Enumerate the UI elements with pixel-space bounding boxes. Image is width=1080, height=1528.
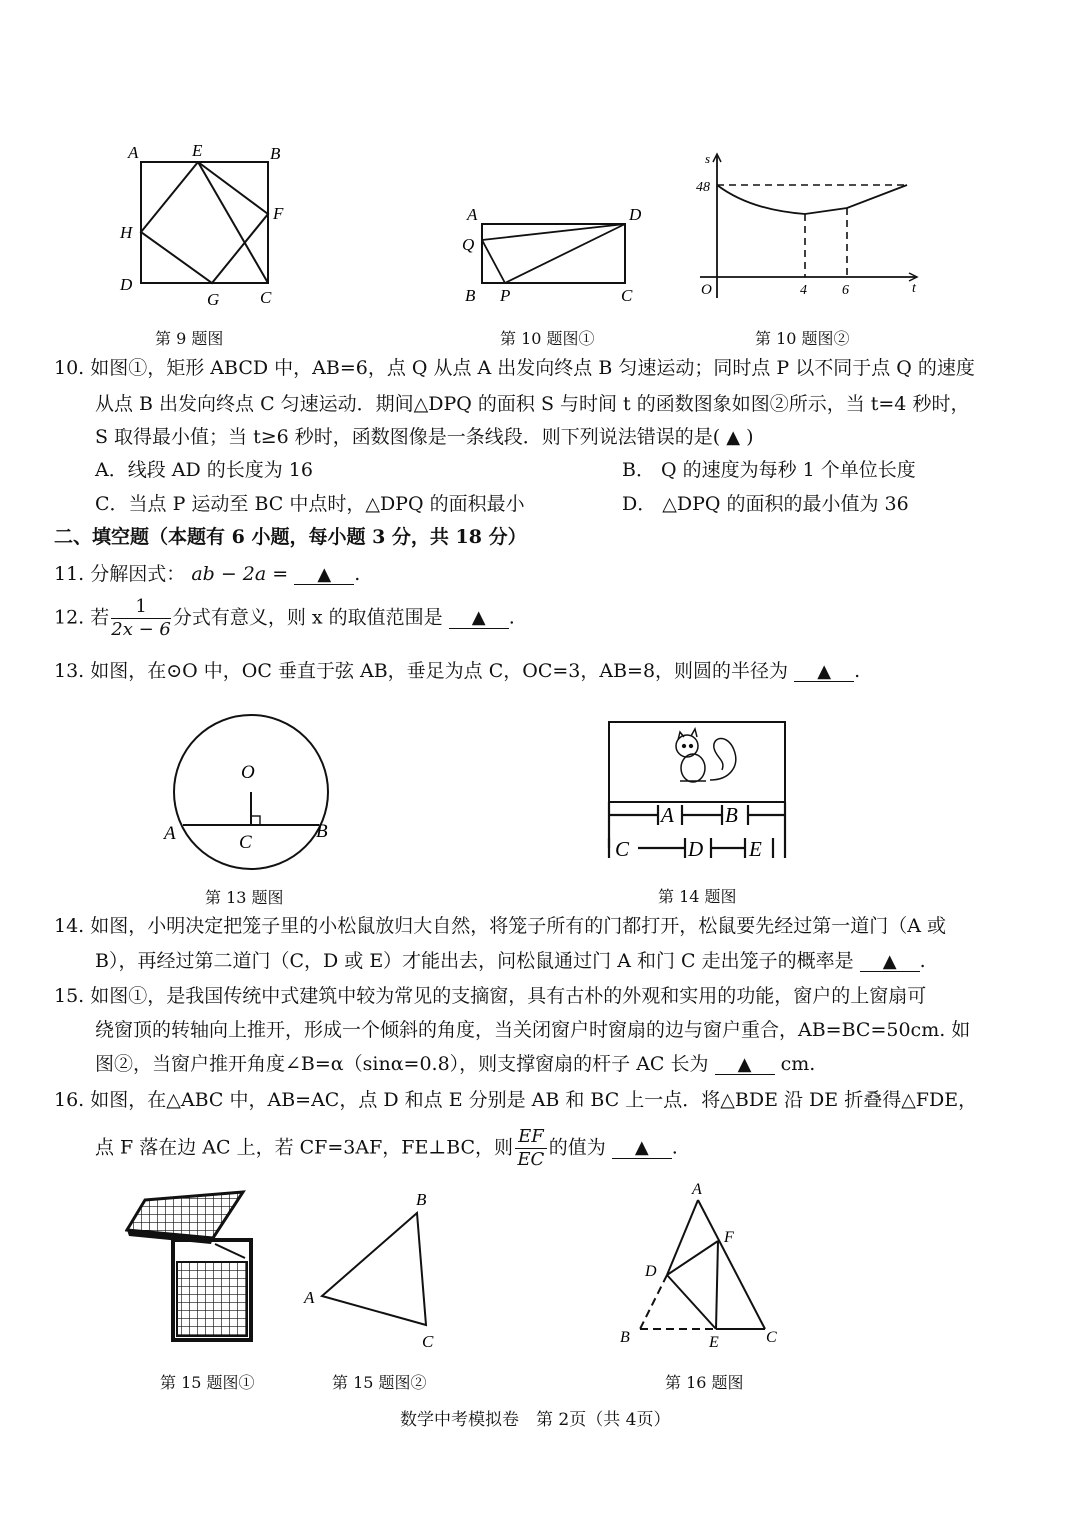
fig9-label-B: B: [270, 144, 281, 163]
fig10b-label-6: 6: [842, 283, 849, 298]
fig9-label-A: A: [128, 143, 139, 162]
q10-option-d: D． △DPQ 的面积的最小值为 36: [622, 493, 909, 515]
q11-blank: ▲: [294, 565, 354, 585]
fig9-label-F: F: [273, 204, 284, 223]
fig16-label-D: D: [645, 1263, 657, 1280]
figure-16: [610, 1180, 790, 1350]
caption-fig10a: 第 10 题图①: [500, 329, 595, 348]
fig10b-label-48: 48: [696, 180, 710, 195]
fig9-label-D: D: [120, 275, 133, 294]
q10-option-c: C．当点 P 运动至 BC 中点时，△DPQ 的面积最小: [95, 493, 525, 515]
fig15-label-B: B: [416, 1190, 427, 1209]
fig16-label-E: E: [709, 1334, 719, 1350]
figure-15-1: [125, 1190, 265, 1350]
figure-14: [600, 718, 795, 863]
caption-fig15a: 第 15 题图①: [160, 1373, 255, 1392]
q16-fraction: $\frac{EF}{EC}$: [515, 1126, 547, 1170]
fig10b-label-t: t: [912, 281, 916, 296]
fig10a-label-C: C: [621, 286, 633, 305]
fig14-gate-E: E: [749, 837, 762, 861]
q16-blank: ▲: [612, 1137, 672, 1159]
fig10b-label-4: 4: [800, 283, 807, 298]
fig10a-label-A: A: [467, 205, 478, 224]
fig9-label-H: H: [120, 223, 133, 242]
fig10b-label-o: O: [701, 282, 712, 298]
q10-line2: 从点 B 出发向终点 C 匀速运动．期间△DPQ 的面积 S 与时间 t 的函数图象如图②所示，当 t=4 秒时，: [95, 393, 970, 415]
fig9-label-C: C: [260, 288, 272, 307]
fig15-label-C: C: [422, 1332, 434, 1351]
fig16-label-A: A: [692, 1181, 702, 1198]
q10-answer-mark: ▲: [726, 427, 741, 448]
fig14-gate-D: D: [688, 837, 704, 861]
q10-option-a: A．线段 AD 的长度为 16: [95, 459, 313, 481]
fig14-gate-A: A: [661, 803, 674, 827]
squirrel-icon: [676, 729, 736, 782]
figure-13: [155, 705, 345, 875]
q13-blank: ▲: [794, 662, 854, 682]
fig16-label-F: F: [724, 1229, 734, 1246]
fig10a-label-B: B: [465, 286, 476, 305]
figure-9: [110, 140, 300, 315]
caption-fig14: 第 14 题图: [658, 887, 737, 906]
q15-line3: 图②，当窗户推开角度∠B=α（sinα=0.8），则支撑窗扇的杆子 AC 长为 ▲ cm.: [95, 1053, 816, 1075]
fig10a-label-P: P: [500, 286, 511, 305]
q12-blank: ▲: [449, 607, 509, 629]
fig14-gate-C: C: [615, 837, 630, 861]
fig13-label-O: O: [241, 762, 255, 783]
q10-option-b: B． Q 的速度为每秒 1 个单位长度: [622, 459, 916, 481]
figure-10-1: [455, 200, 655, 310]
q14-blank: ▲: [860, 952, 920, 972]
q16-line2: 点 F 落在边 AC 上，若 CF=3AF，FE⊥BC，则 $\frac{EF}{EC}$ 的值为 ▲ .: [95, 1126, 678, 1170]
fig10b-label-s: s: [705, 151, 711, 166]
q11: 11. 分解因式： ab − 2a = ▲ .: [54, 563, 361, 585]
caption-fig16: 第 16 题图: [665, 1373, 744, 1392]
q14-line2: B），再经过第二道门（C，D 或 E）才能出去，问松鼠通过门 A 和门 C 走出笼子的概率是 ▲ .: [95, 950, 926, 972]
caption-fig13: 第 13 题图: [205, 888, 284, 907]
section-2-heading: 二、填空题（本题有 6 小题，每小题 3 分，共 18 分）: [54, 526, 527, 548]
fig13-label-A: A: [164, 823, 176, 844]
q14-line1: 14. 如图，小明决定把笼子里的小松鼠放归大自然，将笼子所有的门都打开，松鼠要先经过第一道门（A 或: [54, 915, 947, 937]
fig10a-label-Q: Q: [462, 235, 475, 254]
fig15-label-A: A: [304, 1288, 315, 1307]
q10-line3: S 取得最小值；当 t≥6 秒时，函数图像是一条线段．则下列说法错误的是( ▲ ): [95, 426, 754, 448]
q10-line1: 10. 如图①，矩形 ABCD 中，AB=6，点 Q 从点 A 出发向终点 B 匀速运动；同时点 P 以不同于点 Q 的速度: [54, 357, 975, 379]
fig9-label-G: G: [207, 290, 220, 309]
fig16-label-B: B: [620, 1329, 630, 1346]
figure-15-2: [295, 1185, 455, 1355]
q11-expression: ab − 2a =: [191, 563, 289, 585]
q12-fraction: $\frac{1}{2x - 6}$: [111, 596, 171, 640]
page-footer: 数学中考模拟卷 第 2页（共 4页）: [400, 1410, 671, 1430]
caption-fig10b: 第 10 题图②: [755, 329, 850, 348]
figure-10-2: [695, 148, 930, 303]
fig10a-label-D: D: [629, 205, 642, 224]
fig14-gate-B: B: [725, 803, 738, 827]
fig9-label-E: E: [192, 141, 203, 160]
fig13-label-C: C: [239, 832, 252, 853]
fig16-label-C: C: [766, 1329, 777, 1346]
q15-blank: ▲: [715, 1055, 775, 1075]
q16-line1: 16. 如图，在△ABC 中，AB=AC，点 D 和点 E 分别是 AB 和 BC 上一点．将△BDE 沿 DE 折叠得△FDE，: [54, 1089, 978, 1111]
fig13-label-B: B: [316, 821, 328, 842]
q15-line1: 15. 如图①，是我国传统中式建筑中较为常见的支摘窗，具有古朴的外观和实用的功能，窗户的上窗扇可: [54, 985, 927, 1007]
q13: 13. 如图，在⊙O 中，OC 垂直于弦 AB，垂足为点 C，OC=3，AB=8，则圆的半径为 ▲ .: [54, 660, 861, 682]
caption-fig9: 第 9 题图: [155, 329, 224, 348]
q12: 12. 若 $\frac{1}{2x - 6}$ 分式有意义，则 x 的取值范围是 ▲ .: [54, 596, 515, 640]
caption-fig15b: 第 15 题图②: [332, 1373, 427, 1392]
q15-line2: 绕窗顶的转轴向上推开，形成一个倾斜的角度，当关闭窗户时窗扇的边与窗户重合，AB=BC=50cm. 如: [95, 1019, 971, 1041]
